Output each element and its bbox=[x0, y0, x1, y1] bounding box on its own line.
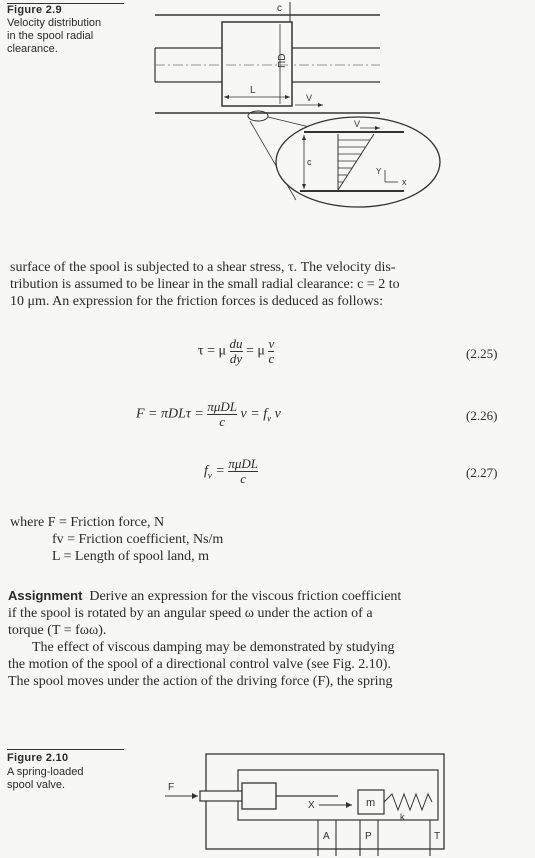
equation-2-26: F = πDLτ = πμDL c $v = f_v$ v bbox=[136, 399, 281, 429]
intro-paragraph bbox=[10, 259, 530, 310]
label-x: x bbox=[402, 177, 407, 187]
equation-number-2-27: (2.27) bbox=[466, 465, 498, 480]
where-line: L = Length of spool land, m bbox=[52, 549, 210, 564]
assignment-label: Assignment bbox=[8, 588, 83, 603]
caption-line: spool valve. bbox=[7, 779, 66, 791]
label-diameter: ΠD bbox=[277, 53, 288, 68]
label-port-p: P bbox=[365, 831, 372, 842]
figure-rule-bottom bbox=[7, 749, 124, 750]
text-line: 10 μm. An expression for the friction forces is deduced as follows: bbox=[10, 294, 383, 309]
assignment-line: torque (T = fωω). bbox=[8, 623, 107, 638]
figure-2-9-title: Figure 2.9 bbox=[7, 4, 62, 16]
para-line: The spool moves under the action of the driving force (F), the spring bbox=[8, 674, 393, 689]
label-v-inset: V bbox=[354, 119, 361, 129]
where-list bbox=[10, 514, 223, 565]
para-line: the motion of the spool of a directional control valve (see Fig. 2.10). bbox=[8, 657, 391, 672]
caption-line: clearance. bbox=[7, 43, 58, 55]
spool-valve-diagram bbox=[160, 748, 460, 858]
label-v: V bbox=[306, 93, 313, 103]
text-line: surface of the spool is subjected to a shear stress, τ. The velocity dis- bbox=[10, 260, 396, 275]
assignment-text: Derive an expression for the viscous friction coefficient bbox=[89, 589, 402, 604]
equation-number-2-25: (2.25) bbox=[466, 346, 498, 361]
where-line: where F = Friction force, N bbox=[10, 515, 165, 530]
caption-line: in the spool radial bbox=[7, 30, 94, 42]
label-l: L bbox=[250, 85, 256, 96]
equation-2-27: $f_v$ = πμDL c bbox=[204, 456, 258, 486]
label-force: F bbox=[168, 782, 175, 793]
label-port-a: A bbox=[323, 831, 330, 842]
label-mass: m bbox=[366, 797, 376, 809]
label-c: c bbox=[277, 3, 282, 14]
para-line: The effect of viscous damping may be demonstrated by studying bbox=[32, 640, 395, 655]
figure-2-10-title: Figure 2.10 bbox=[7, 752, 69, 764]
equation-2-25: τ = μ $\frac{du}{dy}$ = μ $\frac{v}{c}$ bbox=[198, 336, 275, 366]
figure-2-10-caption bbox=[7, 766, 83, 792]
assignment-paragraph bbox=[8, 587, 530, 690]
label-displacement: X bbox=[308, 800, 315, 811]
equation-number-2-26: (2.26) bbox=[466, 408, 498, 423]
caption-line: Velocity distribution bbox=[7, 17, 102, 29]
where-line: fv = Friction coefficient, Ns/m bbox=[52, 532, 224, 547]
caption-line: A spring-loaded bbox=[7, 766, 84, 778]
text-line: tribution is assumed to be linear in the small radial clearance: c = 2 to bbox=[10, 277, 400, 292]
label-port-t: T bbox=[434, 831, 441, 842]
assignment-line: if the spool is rotated by an angular speed ω under the action of a bbox=[8, 606, 373, 621]
label-spring: k bbox=[400, 812, 405, 822]
label-c-inset: c bbox=[307, 157, 312, 167]
spool-clearance-diagram bbox=[0, 0, 535, 230]
label-y: Y bbox=[376, 167, 382, 176]
